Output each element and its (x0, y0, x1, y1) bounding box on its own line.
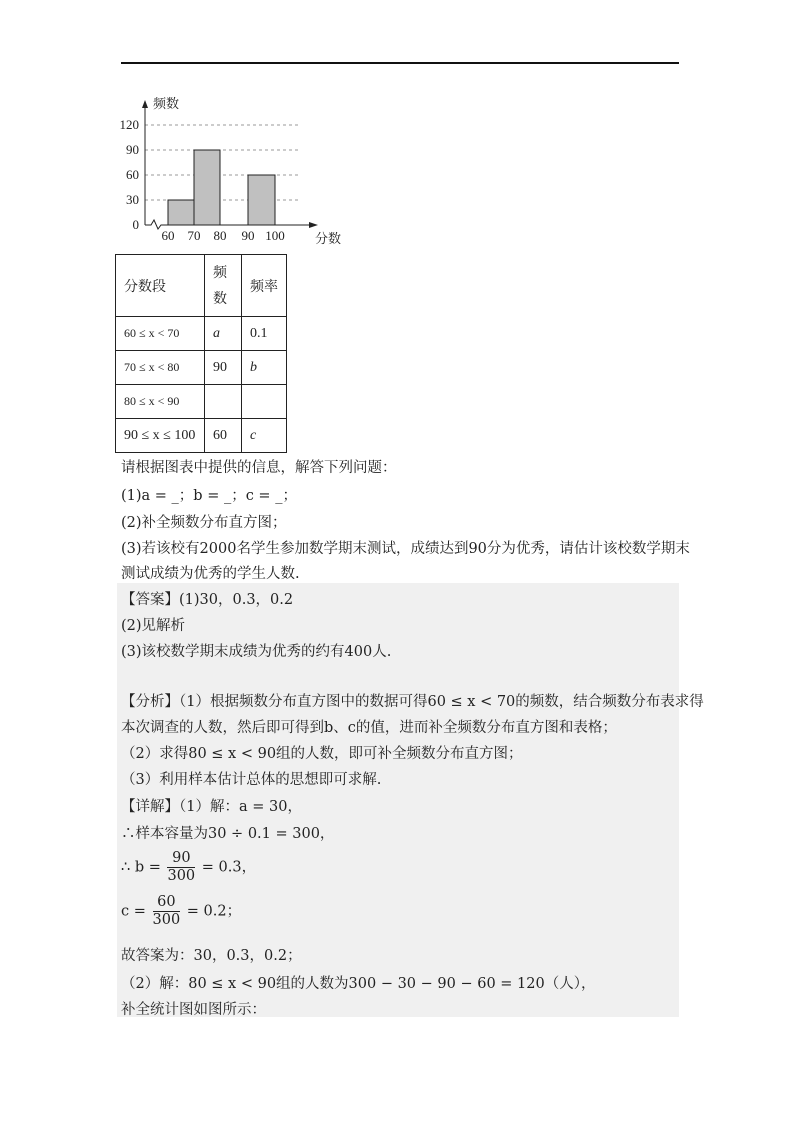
answer-line2: (2)见解析 (121, 618, 186, 634)
table-header-cell: 频率 (242, 255, 287, 317)
detail-line1: 【详解】（1）解：a = 30， (121, 799, 302, 815)
table-cell: 70 ≤ x < 80 (116, 351, 205, 385)
frequency-table (115, 254, 287, 453)
fraction (167, 850, 195, 885)
detail-line3-suffix: = 0.3， (201, 859, 257, 876)
x-tick-label: 90 (241, 228, 255, 243)
y-tick-label: 30 (126, 192, 139, 207)
answer-line3: (3)该校数学期末成绩为优秀的约有400人. (121, 644, 392, 660)
question-3-line2: 测试成绩为优秀的学生人数. (121, 566, 300, 582)
table-cell: 80 ≤ x < 90 (116, 385, 205, 419)
table-cell: 90 ≤ x ≤ 100 (116, 419, 205, 453)
table-cell (242, 385, 287, 419)
analysis-line3: （2）求得80 ≤ x < 90组的人数，即可补全频数分布直方图； (121, 746, 523, 762)
x-tick-label: 70 (187, 228, 201, 243)
x-tick-label: 60 (161, 228, 175, 243)
analysis-line2: 本次调查的人数，然后即可得到b、c的值，进而补全频数分布直方图和表格； (121, 720, 617, 736)
detail-line5: 故答案为：30，0.3，0.2； (121, 948, 302, 964)
histogram-bar (194, 150, 220, 225)
detail-line4-prefix: c = (121, 903, 146, 920)
y-tick-label: 90 (126, 142, 139, 157)
detail-line3 (121, 850, 256, 885)
fraction-denominator: 300 (167, 868, 196, 884)
histogram-chart (110, 94, 350, 254)
table-row (116, 351, 287, 385)
detail-line4 (121, 894, 241, 929)
fraction (153, 894, 181, 929)
table-cell (205, 385, 242, 419)
histogram-bar (168, 200, 194, 225)
question-1: (1)a = _；b = _；c = _； (121, 488, 297, 504)
table-cell: a (205, 317, 242, 351)
table-cell: c (242, 419, 287, 453)
analysis-line4: （3）利用样本估计总体的思想即可求解. (121, 772, 382, 788)
y-tick-label: 120 (119, 117, 139, 132)
x-tick-label: 80 (213, 228, 227, 243)
y-axis-label: 频数 (153, 96, 180, 111)
y-axis-arrow (142, 100, 148, 108)
table-cell: b (242, 351, 287, 385)
analysis-line1: 【分析】（1）根据频数分布直方图中的数据可得60 ≤ x < 70的频数，结合频数分布表求得 (121, 694, 704, 710)
x-axis-arrow (309, 222, 318, 228)
question-3-line1: (3)若该校有2000名学生参加数学期末测试，成绩达到90分为优秀，请估计该校数学期末 (121, 541, 690, 557)
fraction-numerator: 90 (167, 850, 195, 868)
x-axis-label: 分数 (315, 231, 342, 246)
table-row (116, 385, 287, 419)
answer-line1: 【答案】(1)30，0.3，0.2 (121, 592, 294, 608)
table-row (116, 419, 287, 453)
table-row (116, 317, 287, 351)
question-2: (2)补全频数分布直方图； (121, 515, 287, 531)
table-header-row (116, 255, 287, 317)
question-intro: 请根据图表中提供的信息，解答下列问题： (121, 460, 397, 476)
x-tick-label: 100 (265, 228, 285, 243)
table-cell: 60 (205, 419, 242, 453)
top-rule (121, 62, 679, 64)
detail-line7: 补全统计图如图所示： (121, 1002, 266, 1018)
detail-line2: ∴样本容量为30 ÷ 0.1 = 300， (121, 826, 335, 842)
y-tick-label: 60 (126, 167, 139, 182)
table-cell: 0.1 (242, 317, 287, 351)
table-cell: 90 (205, 351, 242, 385)
y-tick-label: 0 (132, 217, 139, 232)
table-header-cell: 频 数 (205, 255, 242, 317)
fraction-denominator: 300 (152, 912, 181, 928)
table-header-cell: 分数段 (116, 255, 205, 317)
fraction-numerator: 60 (153, 894, 181, 912)
histogram-bar (248, 175, 275, 225)
table-cell: 60 ≤ x < 70 (116, 317, 205, 351)
detail-line3-prefix: ∴ b = (121, 859, 161, 876)
detail-line6: （2）解：80 ≤ x < 90组的人数为300 − 30 − 90 − 60 = 120（人）， (121, 976, 596, 992)
detail-line4-suffix: = 0.2； (186, 903, 242, 920)
